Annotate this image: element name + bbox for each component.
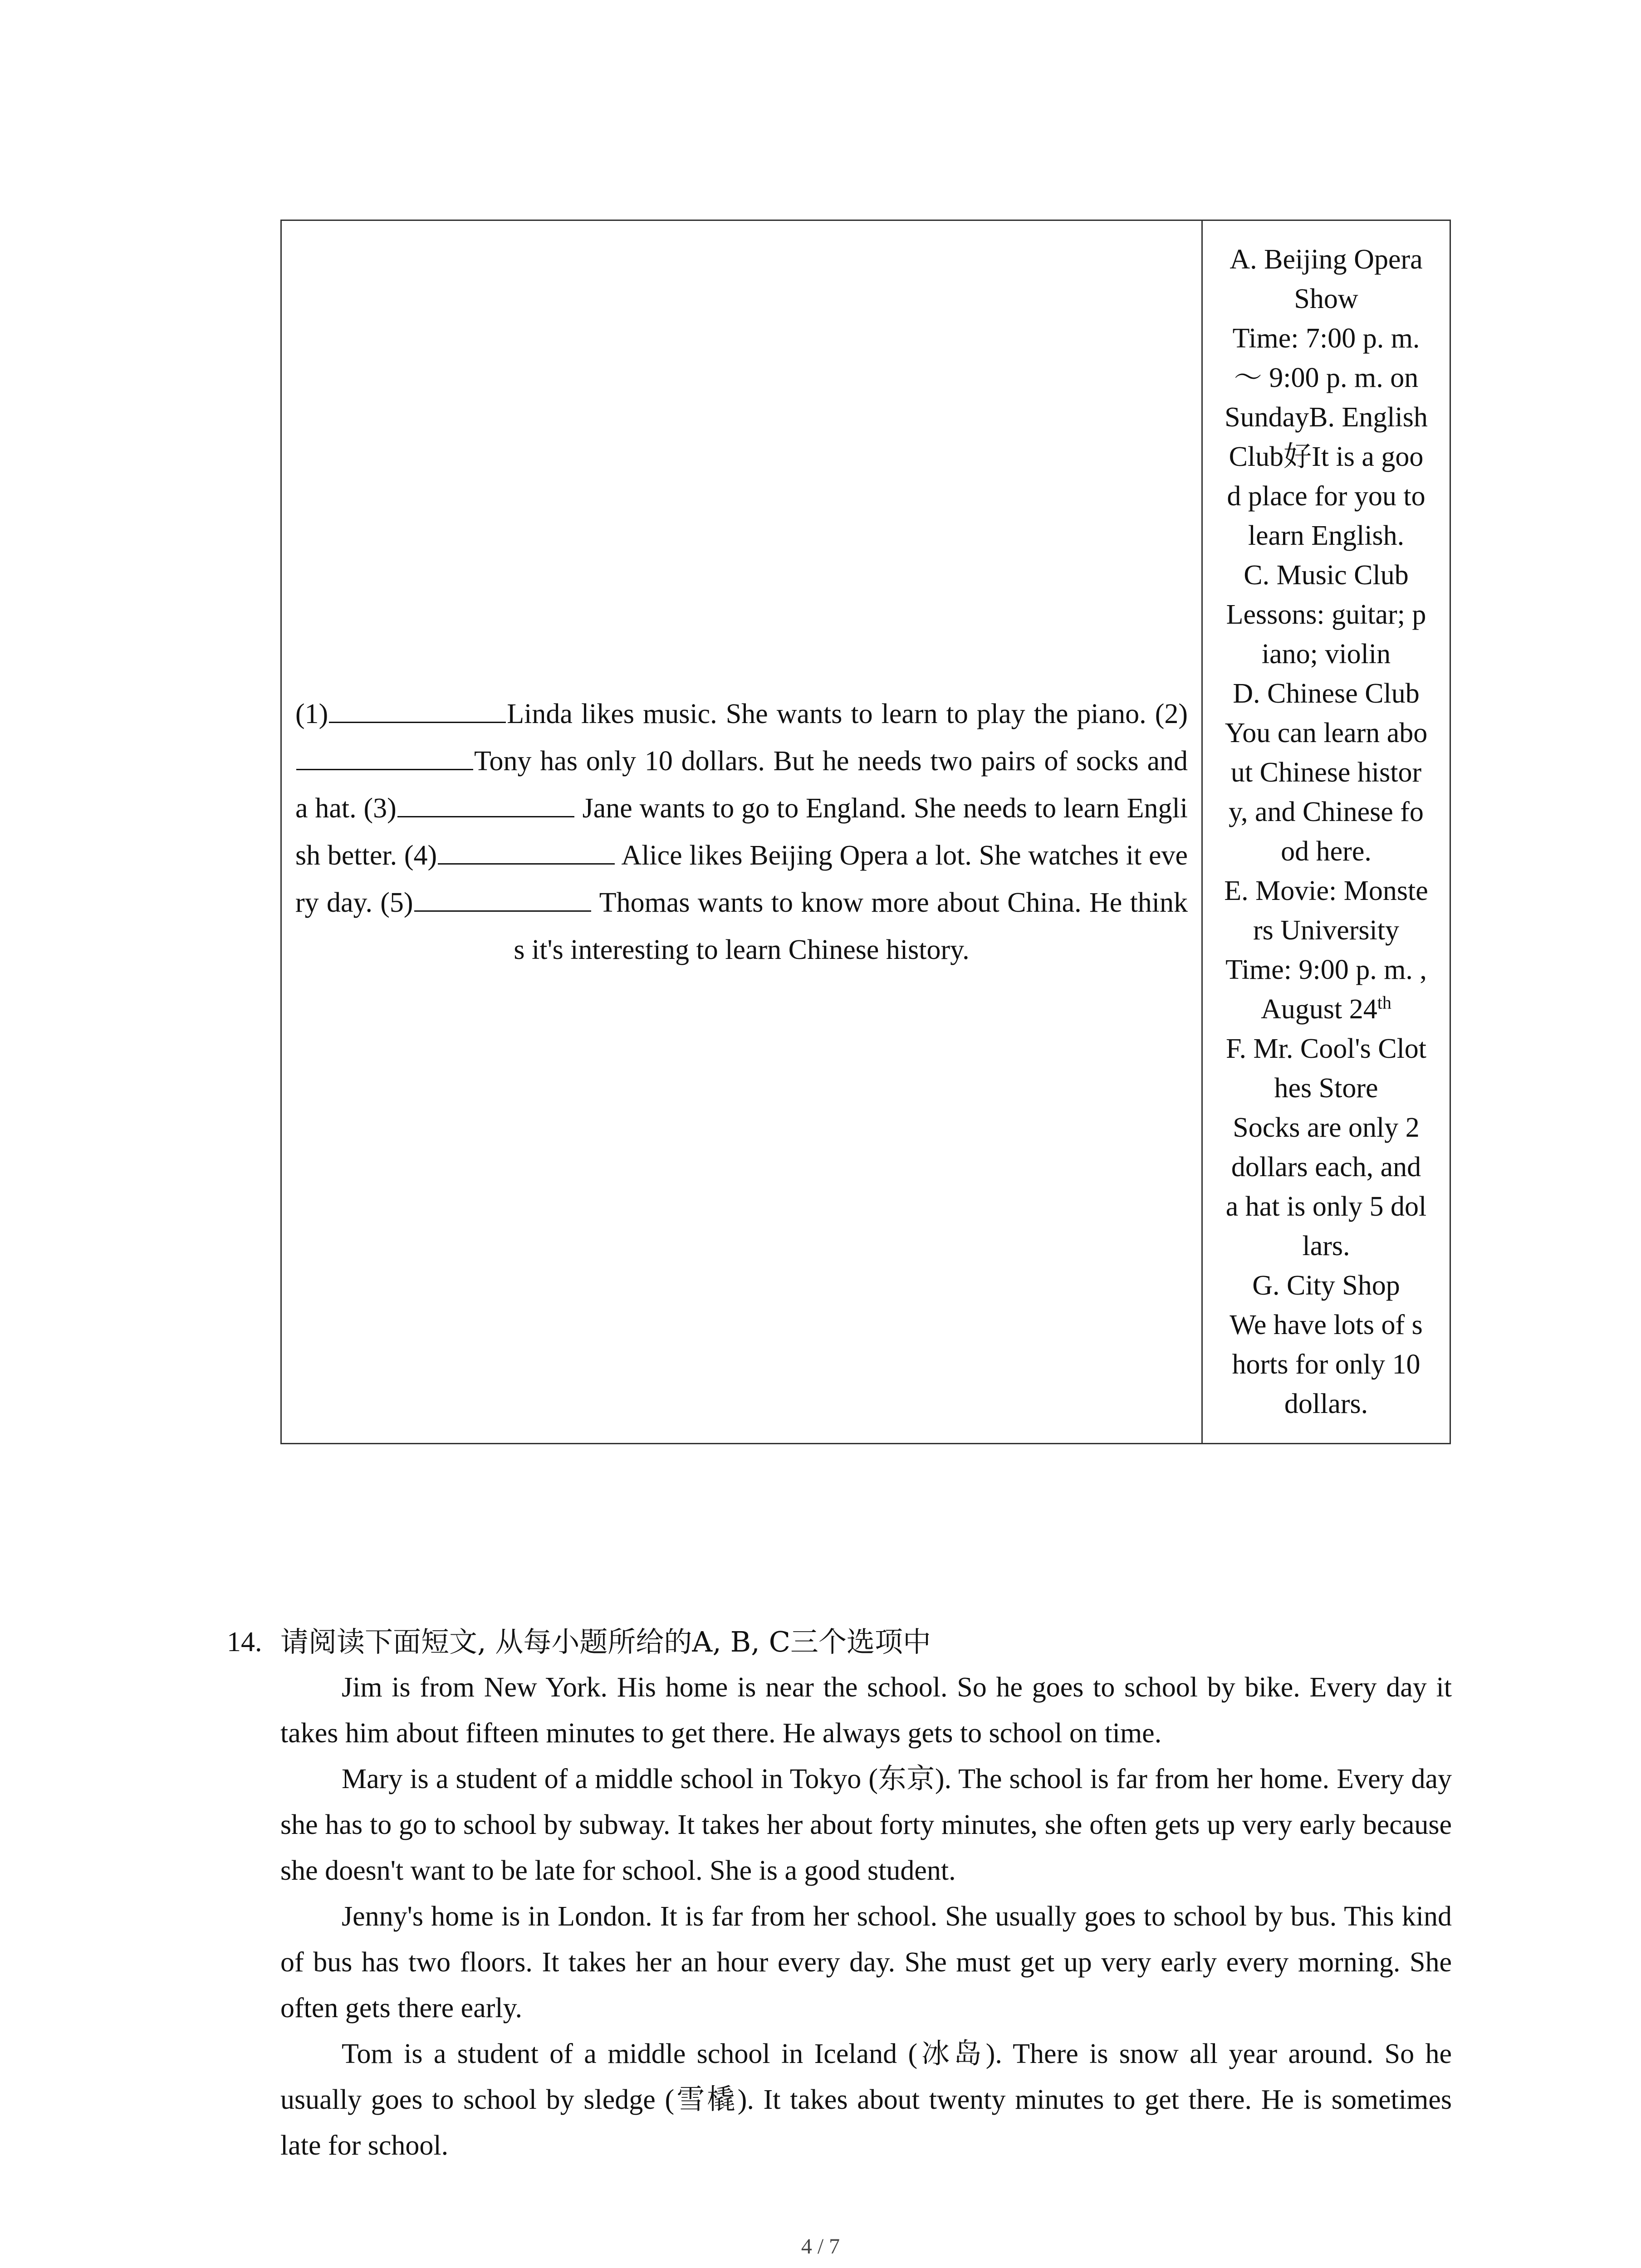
option-line: d place for you to [1227, 481, 1425, 512]
section-heading [227, 1619, 1452, 1665]
option-line: C. Music Club [1244, 560, 1409, 591]
option-line: SundayB. English [1225, 402, 1428, 433]
option-line: iano; violin [1261, 639, 1391, 670]
option-line: Time: 9:00 p. m. , [1225, 954, 1427, 985]
option-line: You can learn abo [1225, 718, 1428, 748]
option-line: learn English. [1248, 520, 1405, 551]
option-line: Club好It is a goo [1229, 441, 1424, 472]
reading-section [227, 1619, 1452, 2169]
passage-paragraph: Tom is a student of a middle school in Iceland (冰岛). There is snow all year around. So he usually goes to school by sledge (雪橇). It takes about twenty minutes to get there. He is sometimes late for school. [280, 2038, 1452, 2161]
answer-blank-1[interactable] [329, 696, 506, 723]
option-line: D. Chinese Club [1233, 678, 1420, 709]
option-line: dollars each, and [1231, 1152, 1421, 1183]
passage-paragraph: Jim is from New York. His home is near the school. So he goes to school by bike. Every day it takes him about fifteen minutes to get there. He always gets to school on time. [280, 1672, 1452, 1749]
questions-cell [282, 221, 1203, 1443]
option-line: Show [1294, 284, 1358, 314]
question-3: (3) Jane wants to go to England. She needs to learn English better. [295, 793, 1188, 871]
options-cell [1203, 221, 1450, 1443]
option-line: Time: 7:00 p. m. [1232, 323, 1420, 354]
page-number: 4 / 7 [801, 2234, 840, 2258]
passage-paragraph: Jenny's home is in London. It is far from her school. She usually goes to school by bus. This kind of bus has two floors. It takes her an hour every day. She must get up very early every morning. She often gets there early. [280, 1901, 1452, 2024]
option-line: rs University [1253, 915, 1400, 946]
reading-passage [280, 1665, 1452, 2169]
answer-blank-3[interactable] [397, 791, 574, 817]
question-1: (1) Linda likes music. She wants to learn to play the piano. [295, 699, 1146, 729]
question-5: (5) Thomas wants to know more about China. He thinks it's interesting to learn Chinese history. [380, 887, 1188, 965]
question-2: (2)Tony has only 10 dollars. But he needs two pairs of socks and a hat. [295, 699, 1188, 824]
option-line: Socks are only 2 [1233, 1112, 1420, 1143]
option-line: E. Movie: Monste [1224, 875, 1428, 906]
question-number: 14. [227, 1627, 262, 1657]
option-line: lars. [1302, 1231, 1350, 1261]
option-line: od here. [1281, 836, 1372, 867]
answer-blank-4[interactable] [438, 838, 615, 865]
option-line: ut Chinese histor [1230, 757, 1422, 788]
option-line: We have lots of s [1230, 1310, 1423, 1340]
option-line: a hat is only 5 dol [1225, 1191, 1427, 1222]
question-4: (4) Alice likes Beijing Opera a lot. She watches it every day. [295, 840, 1188, 918]
option-line-date: August 24th [1261, 992, 1391, 1025]
ordinal-superscript: th [1377, 992, 1391, 1013]
passage-paragraph: Mary is a student of a middle school in Tokyo (东京). The school is far from her home. Every day she has to go to school by subway. It takes her about forty minutes, she often gets up very early because she doesn't want to be late for school. She is a good student. [280, 1764, 1452, 1886]
option-line: G. City Shop [1252, 1270, 1400, 1301]
answer-blank-5[interactable] [414, 885, 591, 912]
option-line: horts for only 10 [1232, 1349, 1421, 1380]
option-line: F. Mr. Cool's Clot [1225, 1033, 1427, 1064]
option-line: dollars. [1284, 1388, 1368, 1419]
section-instructions: 请阅读下面短文, 从每小题所给的A, B, C三个选项中 [280, 1625, 931, 1658]
option-line: y, and Chinese fo [1229, 797, 1424, 827]
option-line: ～ 9:00 p. m. on [1234, 362, 1419, 393]
option-line: hes Store [1274, 1073, 1378, 1104]
option-line: A. Beijing Opera [1230, 244, 1423, 275]
questions-paragraph [295, 690, 1188, 973]
answer-blank-2[interactable] [296, 743, 473, 770]
option-line: Lessons: guitar; p [1226, 599, 1426, 630]
matching-table [280, 220, 1451, 1444]
